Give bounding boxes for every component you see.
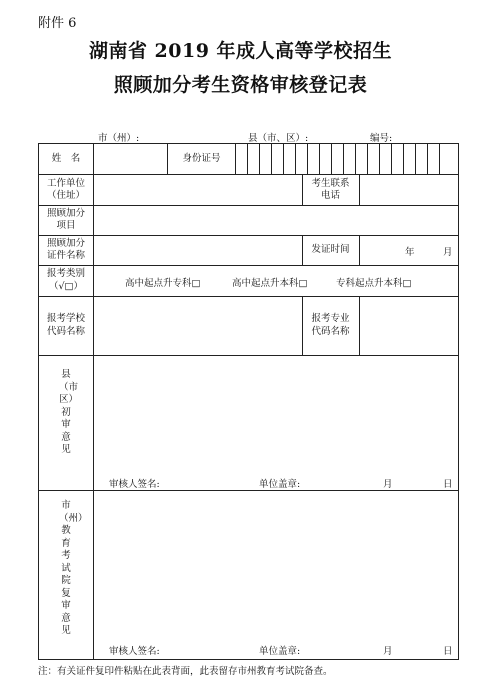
id-box: [427, 144, 428, 174]
id-box: [247, 144, 248, 174]
school-label-1: 报考学校: [46, 313, 85, 324]
county-review-label: 县（市区）初审意见: [59, 369, 79, 455]
id-box: [307, 144, 308, 174]
id-box: [331, 144, 332, 174]
work-unit-label-1: 工作单位: [46, 178, 85, 189]
id-box: [439, 144, 440, 174]
meta-county: 县（市、区）:: [248, 133, 309, 144]
id-box: [415, 144, 416, 174]
issue-time-label: 发证时间: [311, 244, 350, 255]
page-title-line2: 照顾加分考生资格审核登记表: [113, 74, 368, 96]
school-label-2: 代码名称: [46, 326, 85, 337]
city-review-label: 市（州）教育考试院复审意见: [59, 500, 88, 636]
category-option-1[interactable]: 高中起点升专科□: [125, 278, 201, 289]
category-option-2[interactable]: 高中起点升本科□: [232, 278, 308, 289]
name-field[interactable]: [94, 145, 167, 173]
id-box: [355, 144, 356, 174]
issue-time-divider-right: [359, 235, 360, 265]
id-box: [379, 144, 380, 174]
bonus-cert-label-1: 照顾加分: [46, 238, 85, 249]
city-review-month: 月: [383, 646, 393, 657]
city-review-signer: 审核人签名:: [109, 646, 160, 657]
phone-label-2: 电话: [320, 190, 340, 201]
city-review-day: 日: [443, 646, 453, 657]
county-review-month: 月: [383, 479, 393, 490]
phone-label-1: 考生联系: [311, 178, 350, 189]
registration-form: [38, 143, 459, 660]
meta-city: 市（州）:: [98, 133, 140, 144]
id-box: [319, 144, 320, 174]
id-box: [259, 144, 260, 174]
county-review-seal: 单位盖章:: [259, 479, 301, 490]
major-label-1: 报考专业: [311, 313, 350, 324]
name-label: 姓 名: [51, 153, 81, 164]
school-field[interactable]: [94, 297, 301, 354]
row-divider: [39, 490, 458, 491]
county-review-day: 日: [443, 479, 453, 490]
meta-number: 编号:: [370, 133, 393, 144]
county-review-signer: 审核人签名:: [109, 479, 160, 490]
page-title-line1: 湖南省 2019 年成人高等学校招生: [88, 40, 393, 62]
category-option-3[interactable]: 专科起点升本科□: [336, 278, 412, 289]
issue-year-label: 年: [405, 247, 415, 258]
id-box: [283, 144, 284, 174]
major-label-2: 代码名称: [311, 326, 350, 337]
footer-note: 注：有关证件复印件粘贴在此表背面，此表留存市州教育考试院备查。: [38, 666, 333, 677]
category-label-2: （√□）: [48, 281, 84, 292]
id-box: [295, 144, 296, 174]
id-box: [367, 144, 368, 174]
bonus-item-label-2: 项目: [56, 220, 76, 231]
major-field[interactable]: [360, 297, 458, 354]
city-review-seal: 单位盖章:: [259, 646, 301, 657]
work-unit-label-2: （住址）: [46, 190, 85, 201]
bonus-cert-label-2: 证件名称: [46, 250, 85, 261]
annex-label: 附件 6: [38, 16, 77, 31]
bonus-item-label-1: 照顾加分: [46, 208, 85, 219]
id-box: [391, 144, 392, 174]
row-divider: [39, 355, 458, 356]
id-number-label: 身份证号: [182, 153, 221, 164]
issue-month-label: 月: [443, 247, 453, 258]
work-unit-field[interactable]: [94, 175, 301, 204]
bonus-cert-field[interactable]: [94, 236, 301, 264]
row-divider: [39, 265, 458, 266]
id-label-divider-right: [235, 144, 236, 174]
id-box: [271, 144, 272, 174]
category-label-1: 报考类别: [46, 268, 85, 279]
id-box: [403, 144, 404, 174]
bonus-item-field[interactable]: [94, 206, 458, 234]
phone-field[interactable]: [360, 175, 458, 204]
id-box: [343, 144, 344, 174]
